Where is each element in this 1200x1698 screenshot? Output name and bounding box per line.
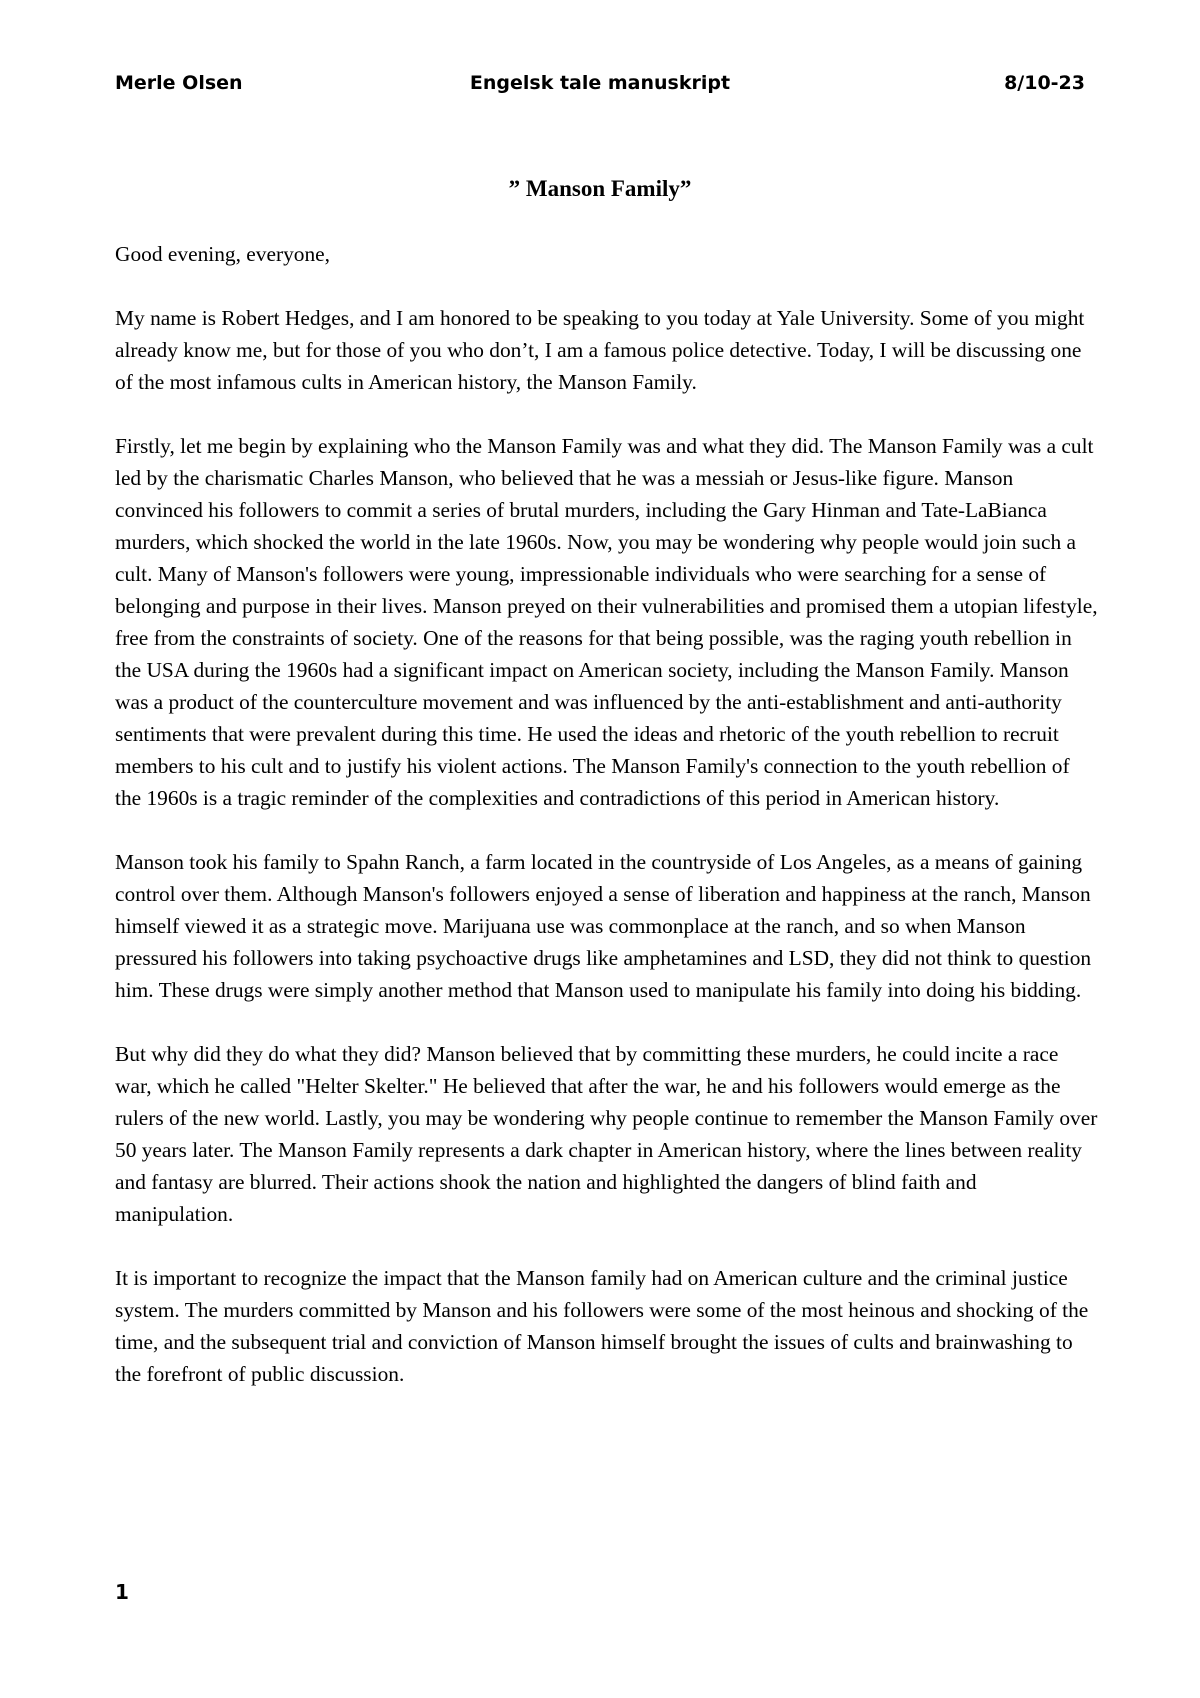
header-author: Merle Olsen <box>115 72 243 94</box>
header-document-title: Engelsk tale manuskript <box>469 72 731 94</box>
header-date: 8/10-23 <box>1004 72 1085 94</box>
paragraph-greeting: Good evening, everyone, <box>115 242 331 266</box>
paragraph-impact: It is important to recognize the impact that the Manson family had on American culture and the criminal justice system. The murders committed by Manson and his followers were some of the most heinous and shocking of the time, and the subsequent trial and conviction of Manson himself brought the issues of cults and brainwashing to the forefront of public discussion. <box>115 1266 1089 1386</box>
paragraph-introduction: My name is Robert Hedges, and I am honored to be speaking to you today at Yale University. Some of you might already know me, but for those of you who don’t, I am a famous police detective. Today, I will be discussing one of the most infamous cults in American history, the Manson Family. <box>115 306 1085 394</box>
speech-body <box>115 238 1100 1422</box>
paragraph-spahn-ranch: Manson took his family to Spahn Ranch, a farm located in the countryside of Los Angeles, as a means of gaining control over them. Although Manson's followers enjoyed a sense of liberation and happiness at the ranch, Manson himself viewed it as a strategic move. Marijuana use was commonplace at the ranch, and so when Manson pressured his followers into taking psychoactive drugs like amphetamines and LSD, they did not think to question him. These drugs were simply another method that Manson used to manipulate his family into doing his bidding. <box>115 850 1092 1002</box>
paragraph-motive: But why did they do what they did? Manson believed that by committing these murders, he could incite a race war, which he called "Helter Skelter." He believed that after the war, he and his followers would emerge as the rulers of the new world. Lastly, you may be wondering why people continue to remember the Manson Family over 50 years later. The Manson Family represents a dark chapter in American history, where the lines between reality and fantasy are blurred. Their actions shook the nation and highlighted the dangers of blind faith and manipulation. <box>115 1042 1098 1226</box>
page-number: 1 <box>115 1580 129 1604</box>
page-header <box>115 72 1085 102</box>
speech-title: ” Manson Family” <box>508 176 692 201</box>
paragraph-who-they-were: Firstly, let me begin by explaining who the Manson Family was and what they did. The Manson Family was a cult led by the charismatic Charles Manson, who believed that he was a messiah or Jesus-like figure. Manson convinced his followers to commit a series of brutal murders, including the Gary Hinman and Tate-LaBianca murders, which shocked the world in the late 1960s. Now, you may be wondering why people would join such a cult. Many of Manson's followers were young, impressionable individuals who were searching for a sense of belonging and purpose in their lives. Manson preyed on their vulnerabilities and promised them a utopian lifestyle, free from the constraints of society. One of the reasons for that being possible, was the raging youth rebellion in the USA during the 1960s had a significant impact on American society, including the Manson Family. Manson was a product of the counterculture movement and was influenced by the anti-establishment and anti-authority sentiments that were prevalent during this time. He used the ideas and rhetoric of the youth rebellion to recruit members to his cult and to justify his violent actions. The Manson Family's connection to the youth rebellion of the 1960s is a tragic reminder of the complexities and contradictions of this period in American history. <box>115 434 1098 810</box>
